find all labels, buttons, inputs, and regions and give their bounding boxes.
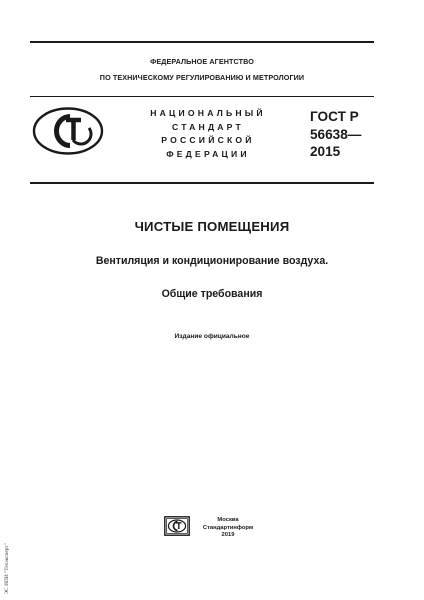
publisher-logo-icon (164, 516, 190, 536)
edition-label: Издание официальное (174, 333, 250, 340)
document-subtitle: Вентиляция и кондиционирование воздуха. (95, 255, 329, 267)
standard-type-line-3: РОССИЙСКОЙ (161, 135, 255, 146)
agency-name-line-2: ПО ТЕХНИЧЕСКОМУ РЕГУЛИРОВАНИЮ И МЕТРОЛОГИИ (99, 73, 305, 82)
bottom-rule (30, 182, 374, 184)
publisher-name: Стандартинформ (202, 524, 254, 531)
publication-year: 2019 (221, 532, 235, 539)
watermark-text: ЭС ИПИ "Техэксперт" (4, 542, 10, 594)
watermark (1, 540, 15, 594)
standard-designation (310, 108, 382, 161)
gost-r-emblem-icon (32, 106, 104, 156)
designation-line-3: 2015 (310, 144, 341, 159)
designation-line-1: ГОСТ Р (310, 109, 359, 124)
document-title: ЧИСТЫЕ ПОМЕЩЕНИЯ (134, 219, 290, 234)
designation-line-2: 56638— (310, 126, 362, 142)
agency-name-line-1: ФЕДЕРАЛЬНОЕ АГЕНТСТВО (150, 57, 254, 66)
top-rule (30, 41, 374, 43)
publisher-info (198, 517, 258, 540)
middle-rule (30, 96, 374, 97)
standard-type (128, 107, 288, 161)
standard-type-line-4: ФЕДЕРАЦИИ (166, 148, 250, 159)
standard-type-line-2: СТАНДАРТ (172, 121, 244, 132)
document-subtitle-2: Общие требования (161, 288, 263, 300)
publisher-city: Москва (217, 517, 239, 523)
standard-type-line-1: НАЦИОНАЛЬНЫЙ (150, 108, 266, 118)
